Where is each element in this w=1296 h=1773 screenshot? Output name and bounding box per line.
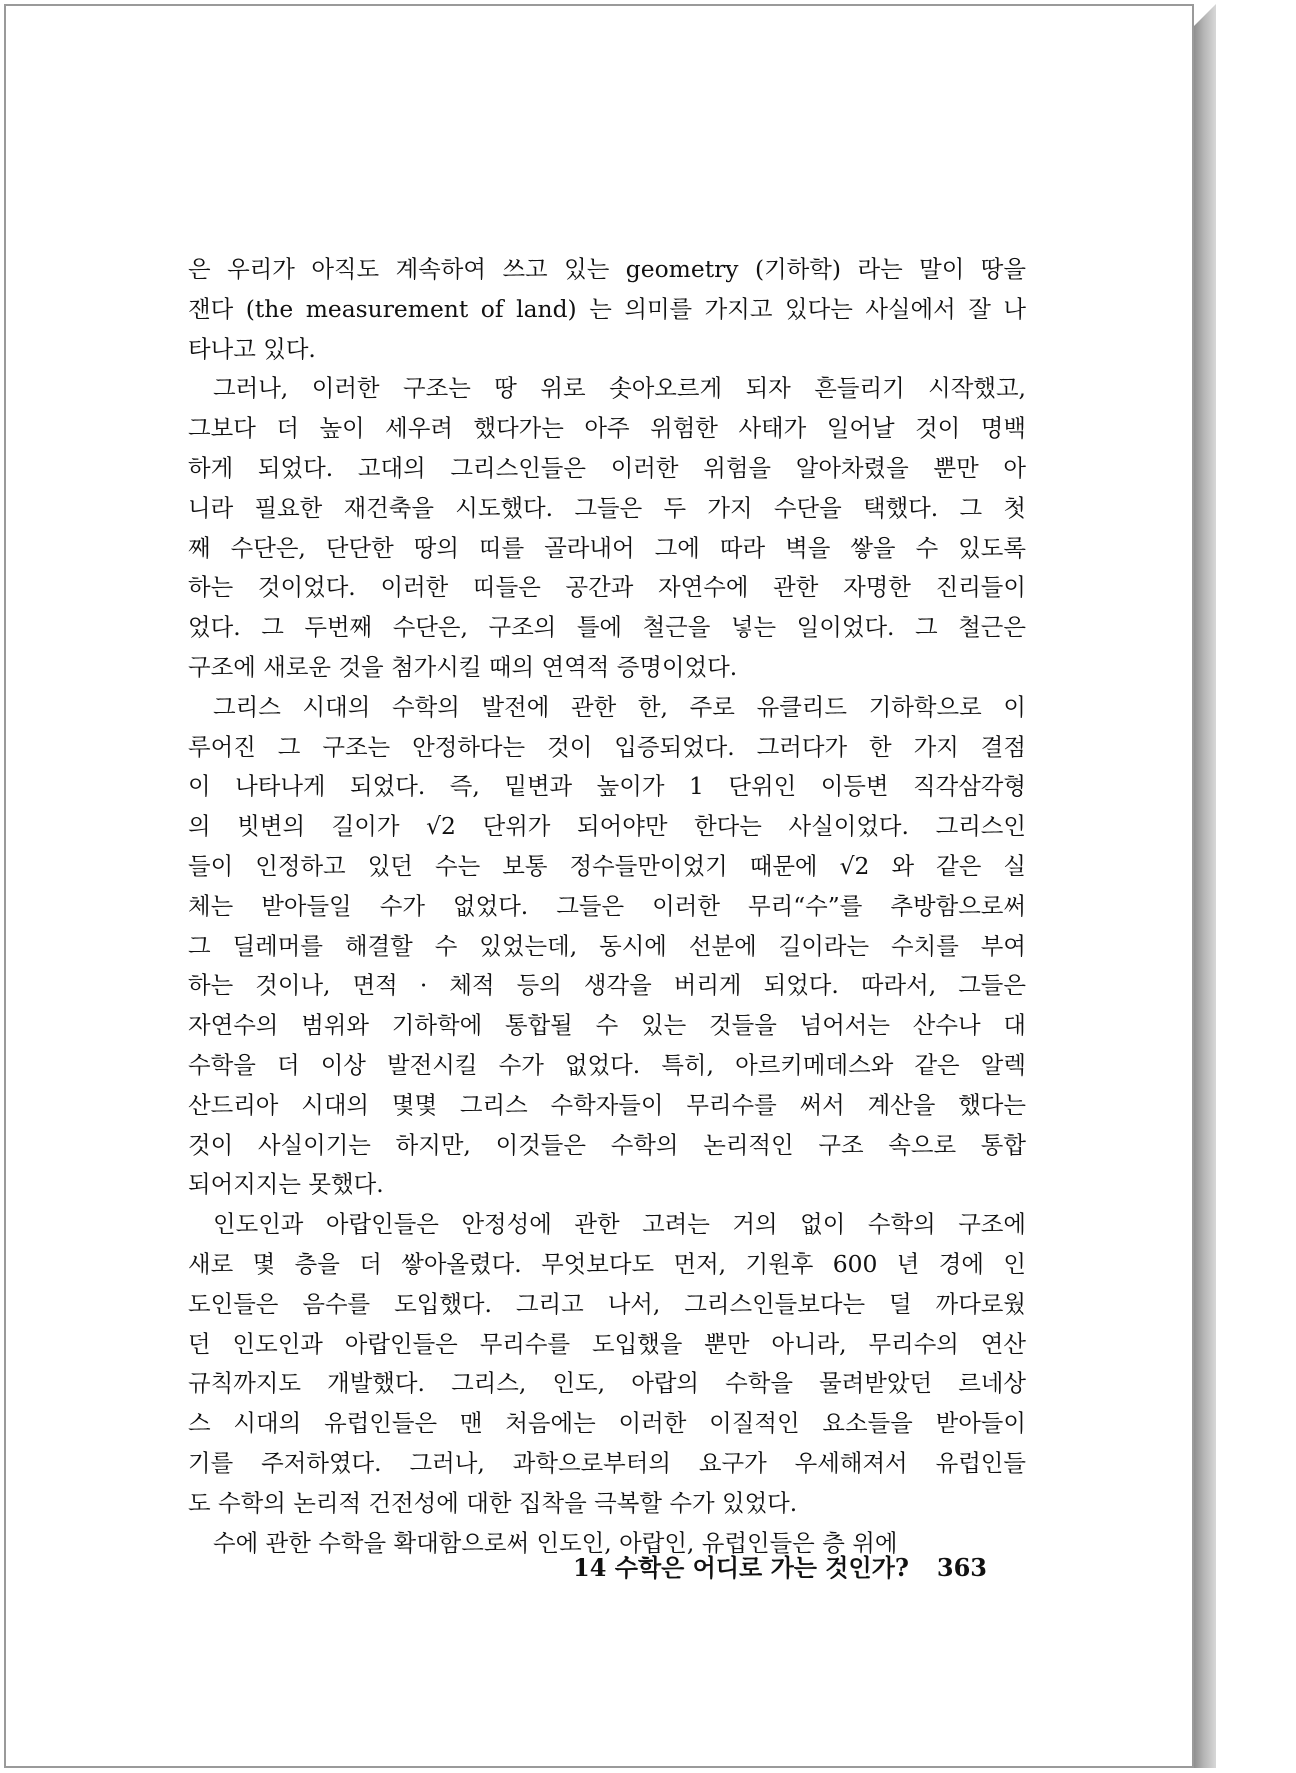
text-line: 수에 관한 수학을 확대함으로써 인도인, 아랍인, 유럽인들은 층 위에 bbox=[213, 1528, 898, 1557]
text-line: 루어진 그 구조는 안정하다는 것이 입증되었다. 그러다가 한 가지 결점 bbox=[188, 732, 1026, 761]
paragraph bbox=[188, 250, 1026, 369]
body-text bbox=[188, 250, 1026, 1563]
paragraph bbox=[188, 369, 1026, 687]
text-line: 새로 몇 층을 더 쌓아올렸다. 무엇보다도 먼저, 기원후 600 년 경에 인 bbox=[188, 1249, 1026, 1278]
page-edge-shadow bbox=[1194, 4, 1216, 1768]
text-line: 하게 되었다. 고대의 그리스인들은 이러한 위험을 알아차렸을 뿐만 아 bbox=[188, 453, 1026, 482]
text-line: 그 딜레머를 해결할 수 있었는데, 동시에 선분에 길이라는 수치를 부여 bbox=[188, 931, 1026, 960]
text-line: 잰다 (the measurement of land) 는 의미를 가지고 있다는 사실에서 잘 나 bbox=[188, 294, 1026, 323]
text-line: 하는 것이었다. 이러한 띠들은 공간과 자연수에 관한 자명한 진리들이 bbox=[188, 573, 1026, 602]
text-line: 되어지지는 못했다. bbox=[188, 1170, 384, 1199]
text-line: 것이 사실이기는 하지만, 이것들은 수학의 논리적인 구조 속으로 통합 bbox=[188, 1130, 1026, 1159]
text-line: 그리스 시대의 수학의 발전에 관한 한, 주로 유클리드 기하학으로 이 bbox=[213, 692, 1026, 721]
page-number: 363 bbox=[936, 1553, 988, 1582]
text-line: 구조에 새로운 것을 첨가시킬 때의 연역적 증명이었다. bbox=[188, 652, 738, 681]
text-line: 그보다 더 높이 세우려 했다가는 아주 위험한 사태가 일어날 것이 명백 bbox=[188, 414, 1026, 443]
running-footer bbox=[573, 1548, 993, 1583]
chapter-title: 14 수학은 어디로 가는 것인가? bbox=[573, 1553, 909, 1582]
text-line: 인도인과 아랍인들은 안정성에 관한 고려는 거의 없이 수학의 구조에 bbox=[213, 1210, 1026, 1239]
text-line: 규칙까지도 개발했다. 그리스, 인도, 아랍의 수학을 물려받았던 르네상 bbox=[188, 1369, 1026, 1398]
text-line: 도인들은 음수를 도입했다. 그리고 나서, 그리스인들보다는 덜 까다로웠 bbox=[188, 1289, 1026, 1318]
text-line: 도 수학의 논리적 건전성에 대한 집착을 극복할 수가 있었다. bbox=[188, 1488, 798, 1517]
text-line: 이 나타나게 되었다. 즉, 밑변과 높이가 1 단위인 이등변 직각삼각형 bbox=[188, 772, 1026, 801]
text-line: 수학을 더 이상 발전시킬 수가 없었다. 특히, 아르키메데스와 같은 알렉 bbox=[188, 1050, 1026, 1079]
text-line: 었다. 그 두번째 수단은, 구조의 틀에 철근을 넣는 일이었다. 그 철근은 bbox=[188, 613, 1026, 642]
paragraph bbox=[188, 1205, 1026, 1523]
text-line: 기를 주저하였다. 그러나, 과학으로부터의 요구가 우세해져서 유럽인들 bbox=[188, 1448, 1026, 1477]
text-line: 째 수단은, 단단한 땅의 띠를 골라내어 그에 따라 벽을 쌓을 수 있도록 bbox=[188, 533, 1026, 562]
text-line: 은 우리가 아직도 계속하여 쓰고 있는 geometry (기하학) 라는 말이 땅을 bbox=[188, 255, 1026, 283]
text-line: 체는 받아들일 수가 없었다. 그들은 이러한 무리“수”를 추방함으로써 bbox=[188, 891, 1026, 920]
text-line: 들이 인정하고 있던 수는 보통 정수들만이었기 때문에 √2 와 같은 실 bbox=[188, 851, 1026, 880]
text-line: 타나고 있다. bbox=[188, 334, 316, 363]
text-line: 하는 것이나, 면적 · 체적 등의 생각을 버리게 되었다. 따라서, 그들은 bbox=[188, 971, 1026, 1000]
text-line: 스 시대의 유럽인들은 맨 처음에는 이러한 이질적인 요소들을 받아들이 bbox=[188, 1409, 1026, 1438]
paragraph bbox=[188, 688, 1026, 1205]
text-line: 던 인도인과 아랍인들은 무리수를 도입했을 뿐만 아니라, 무리수의 연산 bbox=[188, 1329, 1026, 1358]
page-edge-corner bbox=[1194, 4, 1216, 26]
text-line: 니라 필요한 재건축을 시도했다. 그들은 두 가지 수단을 택했다. 그 첫 bbox=[188, 493, 1026, 522]
text-line: 의 빗변의 길이가 √2 단위가 되어야만 한다는 사실이었다. 그리스인 bbox=[188, 812, 1026, 841]
text-line: 산드리아 시대의 몇몇 그리스 수학자들이 무리수를 써서 계산을 했다는 bbox=[188, 1090, 1026, 1119]
text-line: 자연수의 범위와 기하학에 통합될 수 있는 것들을 넘어서는 산수나 대 bbox=[188, 1011, 1026, 1040]
text-line: 그러나, 이러한 구조는 땅 위로 솟아오르게 되자 흔들리기 시작했고, bbox=[213, 374, 1026, 403]
